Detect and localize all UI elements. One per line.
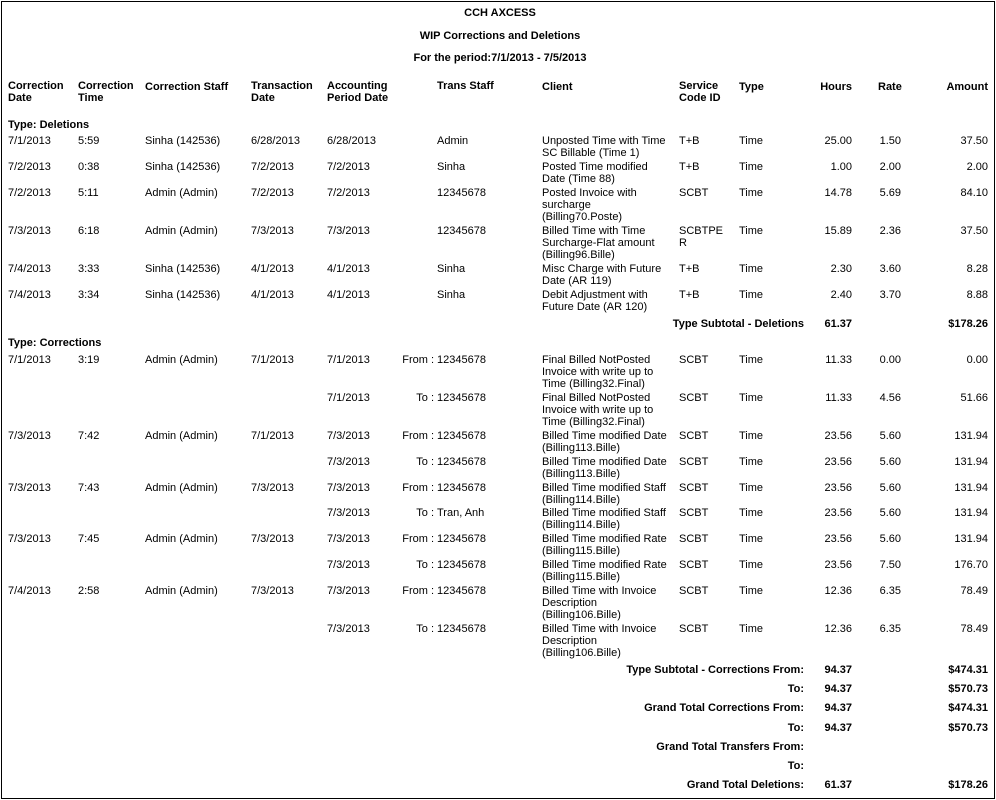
transaction-date: 7/3/2013: [251, 585, 294, 597]
rate: 5.69: [879, 187, 901, 199]
transaction-date: 7/1/2013: [251, 430, 294, 442]
trans-staff: 12345678: [437, 533, 486, 545]
trans-staff: 12345678: [437, 623, 486, 635]
accounting-period-date: 7/1/2013: [327, 354, 370, 366]
correction-time: 7:42: [78, 430, 100, 442]
rate: 3.60: [879, 263, 901, 275]
amount: 131.94: [954, 533, 988, 545]
correction-time: 3:19: [78, 354, 100, 366]
total-hours: 94.37: [824, 683, 852, 695]
client: Final Billed NotPosted Invoice with write up to Time (Billing32.Final): [542, 392, 654, 428]
type: Time: [739, 161, 764, 173]
correction-date: 7/2/2013: [8, 187, 51, 199]
col-amount: Amount: [946, 81, 988, 93]
correction-staff: Admin (Admin): [145, 585, 218, 597]
correction-date: 7/1/2013: [8, 135, 51, 147]
service-code-id: SCBT: [679, 533, 709, 545]
corrections-heading: Type: Corrections: [8, 337, 102, 349]
hours: 23.56: [824, 482, 852, 494]
client: Debit Adjustment with Future Date (AR 120): [542, 289, 648, 313]
rate: 1.50: [879, 135, 901, 147]
accounting-period-date: 7/3/2013: [327, 533, 370, 545]
hours: 2.40: [830, 289, 852, 301]
service-code-id: SCBT: [679, 430, 709, 442]
col-rate: Rate: [878, 81, 902, 93]
service-code-id: SCBT: [679, 456, 709, 468]
client: Billed Time modified Rate (Billing115.Bille): [542, 533, 667, 557]
correction-time: 2:58: [78, 585, 100, 597]
service-code-id: T+B: [679, 161, 700, 173]
accounting-period-date: 7/2/2013: [327, 161, 370, 173]
client: Billed Time modified Rate (Billing115.Bille): [542, 559, 667, 583]
hours: 11.33: [825, 392, 852, 404]
amount: 8.28: [966, 263, 988, 275]
type: Time: [739, 289, 764, 301]
rate: 5.60: [879, 533, 901, 545]
type: Time: [739, 533, 764, 545]
total-hours: 61.37: [824, 779, 852, 791]
total-amount: $474.31: [948, 702, 988, 714]
total-label: Grand Total Corrections From:: [644, 702, 804, 714]
service-code-id: T+B: [679, 289, 700, 301]
direction-label: To :: [416, 507, 434, 519]
direction-label: From :: [402, 430, 434, 442]
rate: 5.60: [879, 507, 901, 519]
correction-staff: Admin (Admin): [145, 225, 218, 237]
total-hours: 94.37: [824, 664, 852, 676]
rate: 3.70: [879, 289, 901, 301]
deletions-subtotal-hours: 61.37: [824, 318, 852, 330]
client: Billed Time with Time Surcharge-Flat amount (Billing96.Bille): [542, 225, 655, 261]
direction-label: To :: [416, 456, 434, 468]
deletions-heading: Type: Deletions: [8, 119, 90, 131]
col-type: Type: [739, 81, 764, 93]
correction-staff: Admin (Admin): [145, 354, 218, 366]
client: Posted Invoice with surcharge (Billing70.Poste): [542, 187, 637, 223]
transaction-date: 7/3/2013: [251, 482, 294, 494]
client: Billed Time modified Staff (Billing114.Bille): [542, 482, 666, 506]
transaction-date: 7/2/2013: [251, 161, 294, 173]
direction-label: From :: [402, 533, 434, 545]
correction-staff: Admin (Admin): [145, 430, 218, 442]
correction-date: 7/1/2013: [8, 354, 51, 366]
amount: 131.94: [954, 507, 988, 519]
type: Time: [739, 585, 764, 597]
rate: 5.60: [879, 430, 901, 442]
service-code-id: SCBT: [679, 623, 709, 635]
hours: 23.56: [824, 533, 852, 545]
correction-staff: Admin (Admin): [145, 533, 218, 545]
amount: 0.00: [966, 354, 988, 366]
col-transaction-date: Transaction Date: [251, 80, 313, 104]
type: Time: [739, 430, 764, 442]
company-name: CCH AXCESS: [464, 7, 536, 19]
trans-staff: 12345678: [437, 354, 486, 366]
col-correction-staff: Correction Staff: [145, 81, 229, 93]
col-hours: Hours: [820, 81, 852, 93]
amount: 131.94: [954, 456, 988, 468]
amount: 84.10: [960, 187, 988, 199]
trans-staff: 12345678: [437, 187, 486, 199]
total-amount: $178.26: [948, 779, 988, 791]
rate: 7.50: [879, 559, 901, 571]
direction-label: From :: [402, 585, 434, 597]
direction-label: From :: [402, 482, 434, 494]
hours: 12.36: [824, 585, 852, 597]
correction-staff: Sinha (142536): [145, 135, 221, 147]
service-code-id: SCBTPE R: [679, 225, 724, 249]
correction-date: 7/3/2013: [8, 533, 51, 545]
total-hours: 94.37: [824, 722, 852, 734]
col-accounting-period-date: Accounting Period Date: [327, 80, 389, 104]
correction-date: 7/4/2013: [8, 289, 51, 301]
total-amount: $474.31: [948, 664, 988, 676]
rate: 5.60: [879, 456, 901, 468]
transaction-date: 7/2/2013: [251, 187, 294, 199]
correction-date: 7/4/2013: [8, 585, 51, 597]
transaction-date: 7/1/2013: [251, 354, 294, 366]
correction-date: 7/4/2013: [8, 263, 51, 275]
correction-time: 5:59: [78, 135, 100, 147]
type: Time: [739, 135, 764, 147]
rate: 6.35: [879, 623, 901, 635]
accounting-period-date: 7/1/2013: [327, 392, 370, 404]
hours: 1.00: [830, 161, 852, 173]
report-period: For the period:7/1/2013 - 7/5/2013: [413, 52, 587, 64]
type: Time: [739, 225, 764, 237]
type: Time: [739, 456, 764, 468]
correction-time: 6:18: [78, 225, 100, 237]
accounting-period-date: 7/3/2013: [327, 507, 370, 519]
report-title: WIP Corrections and Deletions: [419, 30, 581, 42]
total-label: Type Subtotal - Corrections From:: [626, 664, 804, 676]
service-code-id: SCBT: [679, 392, 709, 404]
accounting-period-date: 4/1/2013: [327, 263, 370, 275]
transaction-date: 4/1/2013: [251, 263, 294, 275]
client: Misc Charge with Future Date (AR 119): [542, 263, 662, 287]
accounting-period-date: 6/28/2013: [327, 135, 376, 147]
rate: 0.00: [879, 354, 901, 366]
trans-staff: 12345678: [437, 559, 486, 571]
direction-label: From :: [402, 354, 434, 366]
trans-staff: 12345678: [437, 225, 486, 237]
total-label: Grand Total Transfers From:: [656, 741, 804, 753]
client: Final Billed NotPosted Invoice with write up to Time (Billing32.Final): [542, 354, 654, 390]
direction-label: To :: [416, 392, 434, 404]
deletions-subtotal-label: Type Subtotal - Deletions: [672, 318, 804, 330]
accounting-period-date: 4/1/2013: [327, 289, 370, 301]
type: Time: [739, 354, 764, 366]
hours: 11.33: [825, 354, 852, 366]
correction-time: 3:33: [78, 263, 100, 275]
hours: 23.56: [824, 430, 852, 442]
trans-staff: 12345678: [437, 482, 486, 494]
trans-staff: Admin: [437, 135, 469, 147]
trans-staff: 12345678: [437, 392, 486, 404]
deletions-subtotal-amount: $178.26: [948, 318, 988, 330]
rate: 5.60: [879, 482, 901, 494]
correction-time: 3:34: [78, 289, 100, 301]
correction-date: 7/3/2013: [8, 430, 51, 442]
hours: 12.36: [824, 623, 852, 635]
type: Time: [739, 559, 764, 571]
type: Time: [739, 482, 764, 494]
direction-label: To :: [416, 623, 434, 635]
correction-staff: Admin (Admin): [145, 187, 218, 199]
accounting-period-date: 7/3/2013: [327, 456, 370, 468]
accounting-period-date: 7/3/2013: [327, 430, 370, 442]
amount: 78.49: [960, 623, 988, 635]
type: Time: [739, 263, 764, 275]
type: Time: [739, 392, 764, 404]
amount: 51.66: [960, 392, 988, 404]
hours: 14.78: [824, 187, 852, 199]
correction-staff: Admin (Admin): [145, 482, 218, 494]
client: Billed Time modified Date (Billing113.Bille): [542, 456, 667, 480]
hours: 23.56: [824, 507, 852, 519]
type: Time: [739, 623, 764, 635]
service-code-id: SCBT: [679, 354, 709, 366]
client: Posted Time modified Date (Time 88): [542, 161, 648, 185]
rate: 2.00: [879, 161, 901, 173]
accounting-period-date: 7/2/2013: [327, 187, 370, 199]
correction-date: 7/2/2013: [8, 161, 51, 173]
rate: 6.35: [879, 585, 901, 597]
service-code-id: SCBT: [679, 507, 709, 519]
total-amount: $570.73: [948, 683, 988, 695]
col-trans-staff: Trans Staff: [437, 80, 494, 92]
correction-date: 7/3/2013: [8, 482, 51, 494]
trans-staff: Sinha: [437, 289, 466, 301]
service-code-id: T+B: [679, 135, 700, 147]
correction-staff: Sinha (142536): [145, 289, 221, 301]
correction-staff: Sinha (142536): [145, 161, 221, 173]
correction-time: 5:11: [78, 187, 99, 199]
service-code-id: SCBT: [679, 482, 709, 494]
total-label: To:: [787, 722, 804, 734]
amount: 37.50: [960, 225, 988, 237]
client: Unposted Time with Time SC Billable (Time 1): [542, 135, 666, 159]
direction-label: To :: [416, 559, 434, 571]
transaction-date: 6/28/2013: [251, 135, 300, 147]
amount: 131.94: [954, 482, 988, 494]
client: Billed Time modified Staff (Billing114.Bille): [542, 507, 666, 531]
col-correction-date: Correction Date: [8, 80, 64, 104]
correction-time: 7:45: [78, 533, 100, 545]
rate: 4.56: [879, 392, 901, 404]
amount: 131.94: [954, 430, 988, 442]
total-hours: 94.37: [824, 702, 852, 714]
accounting-period-date: 7/3/2013: [327, 225, 370, 237]
total-label: Grand Total Deletions:: [686, 779, 804, 791]
hours: 23.56: [824, 456, 852, 468]
hours: 2.30: [830, 263, 852, 275]
client: Billed Time modified Date (Billing113.Bille): [542, 430, 667, 454]
trans-staff: Sinha: [437, 161, 466, 173]
accounting-period-date: 7/3/2013: [327, 559, 370, 571]
service-code-id: SCBT: [679, 585, 709, 597]
total-amount: $570.73: [948, 722, 988, 734]
col-service-code-id: Service Code ID: [679, 80, 721, 104]
amount: 2.00: [966, 161, 988, 173]
accounting-period-date: 7/3/2013: [327, 623, 370, 635]
amount: 78.49: [960, 585, 988, 597]
total-label: To:: [787, 683, 804, 695]
service-code-id: SCBT: [679, 187, 709, 199]
client: Billed Time with Invoice Description (Billing106.Bille): [542, 585, 657, 621]
trans-staff: 12345678: [437, 585, 486, 597]
type: Time: [739, 507, 764, 519]
client: Billed Time with Invoice Description (Billing106.Bille): [542, 623, 657, 659]
trans-staff: 12345678: [437, 430, 486, 442]
transaction-date: 7/3/2013: [251, 225, 294, 237]
trans-staff: Sinha: [437, 263, 466, 275]
rate: 2.36: [879, 225, 901, 237]
correction-time: 0:38: [78, 161, 100, 173]
report-page: [1, 1, 995, 799]
hours: 15.89: [824, 225, 852, 237]
correction-staff: Sinha (142536): [145, 263, 221, 275]
trans-staff: Tran, Anh: [437, 507, 485, 519]
transaction-date: 4/1/2013: [251, 289, 294, 301]
accounting-period-date: 7/3/2013: [327, 585, 370, 597]
transaction-date: 7/3/2013: [251, 533, 294, 545]
amount: 8.88: [966, 289, 988, 301]
service-code-id: SCBT: [679, 559, 709, 571]
hours: 25.00: [824, 135, 852, 147]
type: Time: [739, 187, 764, 199]
total-label: To:: [787, 760, 804, 772]
correction-time: 7:43: [78, 482, 100, 494]
amount: 176.70: [954, 559, 988, 571]
service-code-id: T+B: [679, 263, 700, 275]
hours: 23.56: [824, 559, 852, 571]
correction-date: 7/3/2013: [8, 225, 51, 237]
accounting-period-date: 7/3/2013: [327, 482, 370, 494]
trans-staff: 12345678: [437, 456, 486, 468]
col-client: Client: [542, 81, 573, 93]
col-correction-time: Correction Time: [78, 80, 134, 104]
amount: 37.50: [960, 135, 988, 147]
